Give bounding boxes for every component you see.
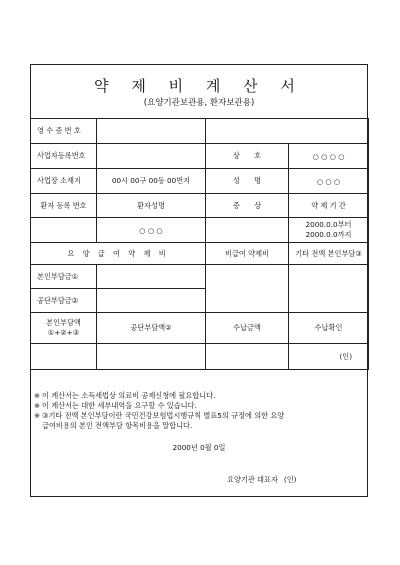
- business-reg-field[interactable]: [97, 144, 206, 169]
- disease-field[interactable]: [206, 218, 289, 243]
- issue-date: 2000년 0월 0일: [172, 443, 226, 452]
- patient-name-label: 환자성명: [97, 194, 206, 218]
- period-from: 2000.0.0부터: [305, 220, 352, 229]
- corp-pay-field[interactable]: [97, 289, 206, 313]
- patient-name-value: ○ ○ ○: [97, 218, 206, 243]
- patient-no-field[interactable]: [31, 218, 97, 243]
- receipt-form: [30, 64, 368, 497]
- business-reg-label: 사업자등록번호: [31, 144, 97, 169]
- received-confirm-label: 수납확인: [289, 313, 369, 344]
- dosage-period-value: [289, 218, 369, 243]
- received-confirm-field[interactable]: [289, 344, 369, 370]
- name-value: ○ ○ ○: [289, 169, 369, 194]
- other-field[interactable]: [289, 265, 369, 313]
- trade-name-value: ○ ○ ○ ○: [289, 144, 369, 169]
- patient-no-label: 환자 등록 번호: [31, 194, 97, 218]
- signer-seal: (인): [283, 475, 297, 484]
- trade-name-label: 상 호: [206, 144, 289, 169]
- self-total-label: [31, 313, 97, 344]
- note-item: ※ 이 계산서는 소득세법상 의료비 공제신청에 필요합니다.: [34, 391, 216, 400]
- noncovered-field[interactable]: [206, 265, 289, 313]
- self-pay-label: 본인부담금①: [31, 265, 97, 289]
- period-to: 2000.0.0까지: [305, 230, 352, 239]
- self-total-formula: ①+②+③: [47, 328, 80, 337]
- signer: [227, 475, 296, 485]
- other-header: 기타 전액 본인부담③: [289, 243, 369, 265]
- form-subtitle: (요양기관보관용, 환자보관용): [143, 98, 255, 108]
- form-title: 약 제 비 계 산 서: [94, 77, 304, 95]
- received-amount-label: 수납금액: [206, 313, 289, 344]
- receipt-no-blank: [206, 119, 369, 144]
- address-label: 사업장 소재지: [31, 169, 97, 194]
- receipt-no-field[interactable]: [97, 119, 206, 144]
- note-item: ※ ③기타 전액 본인부담이란 국민건강보험법시행규칙 별표5의 규정에 의한 요양: [34, 411, 285, 420]
- note-continuation: 급여비용의 본인 전액부담 항목비용을 말합니다.: [42, 421, 193, 430]
- received-amount-field[interactable]: [206, 344, 289, 370]
- covered-header: 요 양 급 여 약 제 비: [31, 243, 206, 265]
- self-pay-field[interactable]: [97, 265, 206, 289]
- note-item: ※ 이 계산서는 대한 세부내역을 요구할 수 있습니다.: [34, 401, 197, 410]
- corp-pay-total-field[interactable]: [97, 344, 206, 370]
- corp-pay-label: 공단부담금②: [31, 289, 97, 313]
- disease-label: 증 상: [206, 194, 289, 218]
- seal-label: (인): [339, 351, 353, 361]
- notes: [34, 391, 359, 431]
- corp-pay-total-label: 공단부담액②: [97, 313, 206, 344]
- form-table: [30, 118, 369, 370]
- self-total-title: 본인부담액: [46, 318, 81, 327]
- self-total-field[interactable]: [31, 344, 97, 370]
- dosage-period-label: 약 제 기 간: [289, 194, 369, 218]
- noncovered-header: 비급여 약제비: [206, 243, 289, 265]
- signer-title: 요양기관 대표자: [227, 475, 278, 484]
- address-value: 00시 00구 00동 00번지: [97, 169, 206, 194]
- receipt-no-label: 영 수 증 번 호: [31, 119, 97, 144]
- name-label: 성 명: [206, 169, 289, 194]
